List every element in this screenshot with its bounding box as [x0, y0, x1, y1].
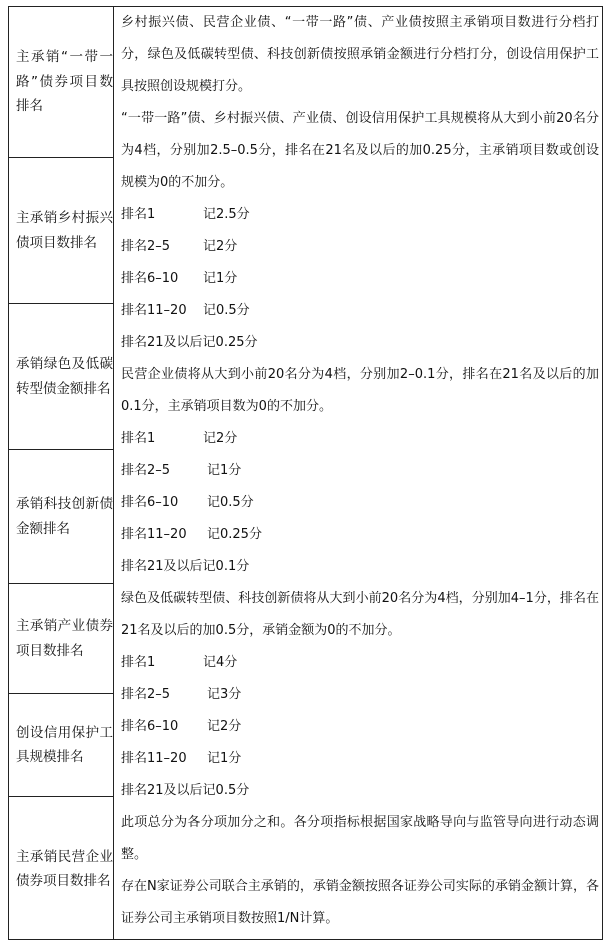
- rank-row: [121, 679, 599, 711]
- rank-score: 记0.25分: [207, 527, 262, 542]
- intro-paragraph: 乡村振兴债、民营企业债、“一带一路”债、产业债按照主承销项目数进行分档打分，绿色及低碳转型债、科技创新债按照承销金额进行分档打分，创设信用保护工具按照创设规模打分。: [121, 15, 599, 94]
- rules-cell: [121, 7, 599, 935]
- rank-score: 记1分: [207, 751, 242, 766]
- rank-row: [121, 199, 599, 231]
- rank-label: 排名2–5: [121, 463, 171, 478]
- rank-row: [121, 519, 599, 551]
- rank-label: 排名11–20: [121, 303, 187, 318]
- rank-score: 记2分: [203, 239, 238, 254]
- rank-label: 排名6–10: [121, 271, 179, 286]
- rank-label: 排名21及以后: [121, 559, 203, 574]
- rank-score: 记1分: [203, 271, 238, 286]
- rank-label: 排名21及以后: [121, 335, 203, 350]
- rank-label: 排名2–5: [121, 687, 171, 702]
- label-cell-credit-protection: [9, 694, 113, 797]
- rank-row: [121, 327, 599, 359]
- note-total-score: 此项总分为各分项加分之和。各分项指标根据国家战略导向与监管导向进行动态调整。: [121, 815, 599, 862]
- rank-row: [121, 551, 599, 583]
- label-cell-private: [9, 797, 113, 941]
- column-divider: [113, 7, 114, 939]
- scoring-table: [8, 6, 603, 940]
- rank-score: 记0.1分: [202, 559, 250, 574]
- rank-score: 记2分: [203, 431, 238, 446]
- label-cell-green: [9, 304, 113, 450]
- rank-score: 记0.5分: [202, 783, 250, 798]
- rank-row: [121, 455, 599, 487]
- rank-row: [121, 647, 599, 679]
- label-text: 主承销乡村振兴债项目数排名: [16, 210, 113, 251]
- rank-row: [121, 423, 599, 455]
- rank-score: 记4分: [203, 655, 238, 670]
- label-text: 承销科技创新债金额排名: [16, 496, 113, 537]
- label-cell-rural: [9, 158, 113, 304]
- rank-label: 排名6–10: [121, 719, 179, 734]
- label-text: 主承销民营企业债券项目数排名: [16, 848, 113, 889]
- group3-description: 绿色及低碳转型债、科技创新债将从大到小前20名分为4档，分别加4–1分，排名在21名及以后的加0.5分，承销金额为0的不加分。: [121, 591, 599, 638]
- rank-score: 记3分: [207, 687, 242, 702]
- label-text: 主承销“一带一路”债券项目数排名: [16, 49, 113, 115]
- rank-label: 排名2–5: [121, 239, 171, 254]
- label-text: 创设信用保护工具规模排名: [16, 724, 113, 765]
- label-cell-tech: [9, 450, 113, 584]
- note-joint-underwriting: 存在N家证券公司联合主承销的，承销金额按照各证券公司实际的承销金额计算，各证券公司主承销项目数按照1/N计算。: [121, 879, 599, 926]
- label-text: 承销绿色及低碳转型债金额排名: [16, 356, 113, 397]
- rank-score: 记2.5分: [203, 207, 250, 222]
- rank-label: 排名11–20: [121, 751, 187, 766]
- label-cell-belt-road: [9, 7, 113, 158]
- rank-label: 排名21及以后: [121, 783, 203, 798]
- rank-score: 记1分: [207, 463, 242, 478]
- rank-label: 排名1: [121, 207, 156, 222]
- rank-row: [121, 711, 599, 743]
- rank-label: 排名1: [121, 655, 156, 670]
- rank-row: [121, 487, 599, 519]
- rank-label: 排名11–20: [121, 527, 187, 542]
- rank-label: 排名6–10: [121, 495, 179, 510]
- group1-description: “一带一路”债、乡村振兴债、产业债、创设信用保护工具规模将从大到小前20名分为4档，分别加2.5–0.5分，排名在21名及以后的加0.25分，主承销项目数或创设规模为0的不加分。: [121, 111, 599, 190]
- rank-row: [121, 743, 599, 775]
- group2-description: 民营企业债将从大到小前20名分为4档，分别加2–0.1分，排名在21名及以后的加0.1分，主承销项目数为0的不加分。: [121, 367, 599, 414]
- label-cell-industry: [9, 584, 113, 694]
- rank-score: 记0.5分: [203, 303, 250, 318]
- rank-score: 记0.5分: [207, 495, 254, 510]
- rank-row: [121, 775, 599, 807]
- rank-score: 记0.25分: [202, 335, 258, 350]
- rank-row: [121, 263, 599, 295]
- rank-score: 记2分: [207, 719, 242, 734]
- label-text: 主承销产业债券项目数排名: [16, 618, 113, 659]
- rank-label: 排名1: [121, 431, 156, 446]
- rank-row: [121, 231, 599, 263]
- rank-row: [121, 295, 599, 327]
